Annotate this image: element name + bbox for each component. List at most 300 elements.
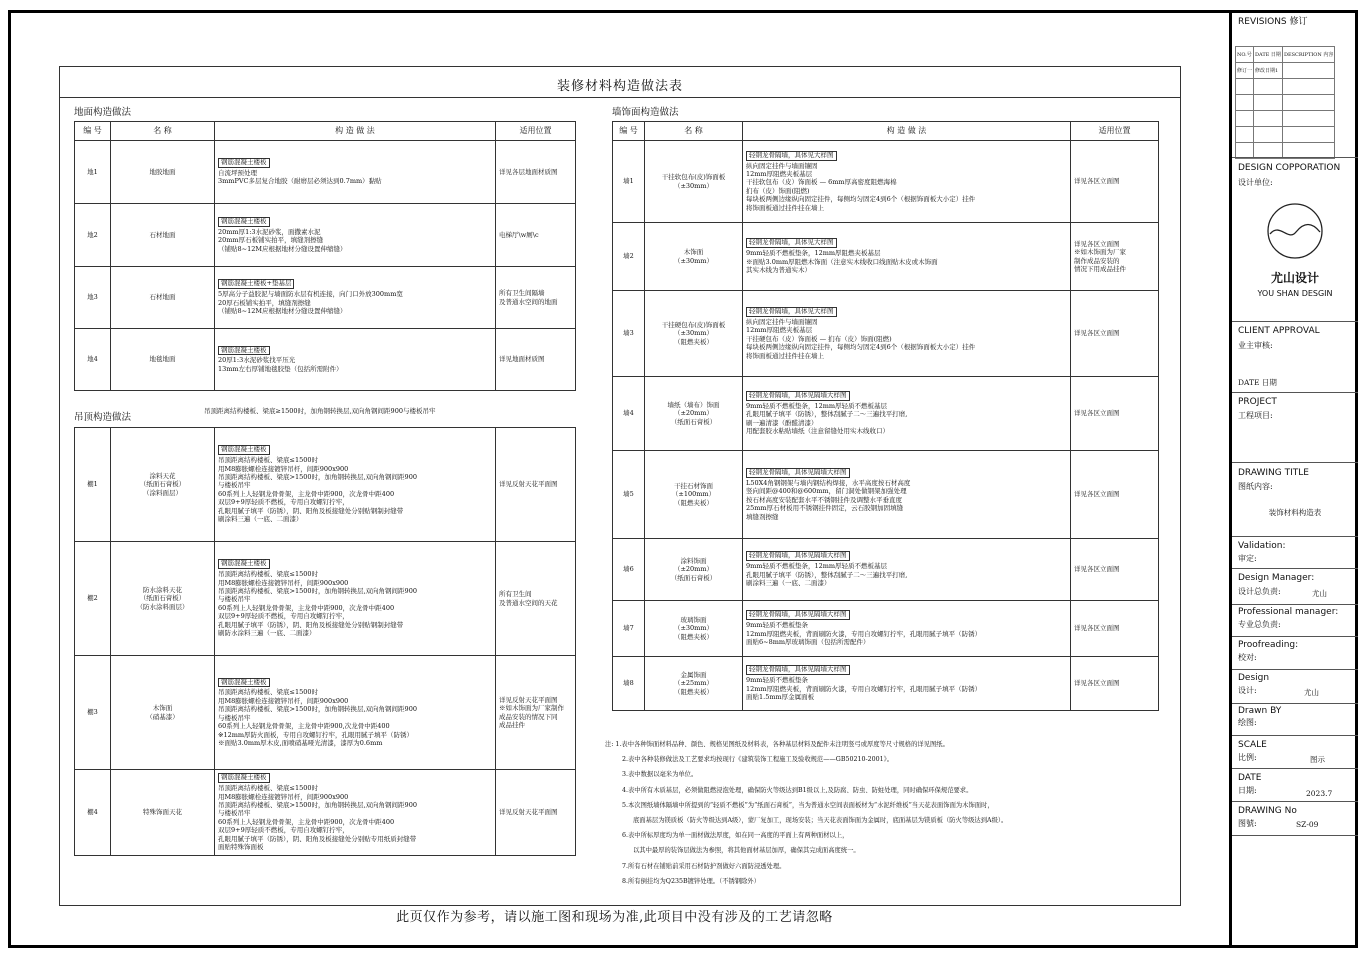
floor-header-0: 编 号: [75, 122, 111, 141]
wall-name-cell: [645, 539, 743, 601]
floor-header-1: 名 称: [111, 122, 215, 141]
wall-code-cell: 墙8: [613, 657, 645, 711]
ceiling-method-line: 刷防水涂料三遍（一底、二面漆）: [218, 629, 316, 638]
ceiling-method-line: 用M8膨胀螺栓连接镀锌吊杆，间距900x900: [218, 464, 349, 473]
ceiling-name-line: （纸面石膏板）: [139, 594, 186, 603]
wall-base-label: 轻钢龙骨隔墙，具体见大样图: [746, 151, 837, 161]
wall-method-line: 9mm轻质不燃板垫条，12mm厚轻质不燃板基层: [746, 402, 888, 411]
wall-method-cell: [743, 223, 1071, 291]
wall-method-line: 扪布（皮）饰面(阻燃): [746, 186, 810, 195]
wall-method-line: ※面贴3.0mm厚阻燃木饰面（注意实木线收口线面贴木皮或木饰面: [746, 257, 938, 266]
ceiling-method-line: 60系列上人轻钢龙骨骨架，主龙骨中距900，次龙骨中距400: [218, 603, 395, 612]
wall-name-line: 金属饰面: [680, 670, 707, 679]
wall-use-line: 情况下用成品挂件: [1074, 264, 1126, 273]
wall-use-cell: [1071, 291, 1159, 377]
wall-name-line: 涂料饰面: [680, 556, 707, 565]
ceiling-method-line: 孔眼用腻子填平（防锈），阴、阳角及板接缝处分别贴专用纸质封缝带: [218, 834, 417, 843]
ceiling-method-line: 与楼板吊牢: [218, 595, 251, 604]
floor-method-line: 20厚1:3水泥砂浆找平压光: [218, 356, 296, 365]
logo-text-en: YOU SHAN DESGIN: [1257, 289, 1333, 298]
ceiling-method-line: 吊顶距离结构楼板、梁底≤1500时: [218, 784, 318, 793]
divider: [1232, 801, 1358, 802]
ceiling-row: [75, 542, 576, 656]
wall-method-line: 按石材高度安装配套水平不锈钢挂件及调整水平垂直度: [746, 495, 902, 504]
design-manager-en: Design Manager:: [1238, 573, 1315, 583]
ceiling-method-cell: [215, 656, 496, 770]
floor-name-cell: [111, 204, 215, 267]
ceiling-table: [74, 427, 576, 856]
divider: [1232, 669, 1358, 670]
date-value: 2023.7: [1306, 789, 1333, 798]
wall-name-cell: [645, 657, 743, 711]
ceiling-name-line: 涂料天花: [149, 471, 176, 480]
wall-method-cell: [743, 539, 1071, 601]
wall-name-line: （阻燃夹板）: [674, 498, 713, 507]
wall-method-line: 刷涂料三遍（一底、二面漆）: [746, 579, 831, 588]
wall-row: [613, 601, 1159, 657]
wall-name-line: 墙纸（墙布）饰面: [667, 400, 720, 409]
wall-method-line: 每块板两侧边缘纵向固定挂件，每侧均匀固定4到6个（根据饰面板大小定）挂件: [746, 343, 976, 352]
wall-method-line: 25mm厚石材板用不锈钢挂件固定，云石胶钢加固填缝: [746, 504, 904, 513]
rev-header-no: NO.号: [1236, 47, 1254, 63]
floor-use-line: 及普通水空间的地面: [499, 297, 558, 306]
wall-name-line: （阻燃夹板）: [674, 632, 713, 641]
wall-method-cell: [743, 377, 1071, 451]
date-cn: 日期:: [1238, 786, 1257, 795]
divider: [1232, 392, 1358, 393]
note-line: 8.所有倒挂均为Q235B镀锌处理。（不锈钢除外）: [622, 877, 761, 885]
wall-section-title: 墙饰面构造做法: [612, 107, 679, 118]
drawing-no-value: SZ-09: [1296, 820, 1319, 829]
rev-cell: [1254, 79, 1283, 95]
drawn-by-cn: 绘图:: [1238, 718, 1257, 727]
note-line: 6.表中所标厚度均为单一面材做法厚度，如在同一高度的平面上有两种面材以上，: [622, 832, 849, 840]
client-approval-cn: 业主审核:: [1238, 341, 1273, 350]
wall-use-line: 详见各区立面图: [1074, 679, 1120, 688]
ceiling-name-line: （硝基漆）: [146, 712, 179, 721]
ceiling-name-line: 防水涂料天花: [143, 585, 182, 594]
wall-use-line: 详见各区立面图: [1074, 177, 1120, 186]
divider: [1232, 835, 1358, 836]
ceiling-use-line: 成品挂件: [499, 720, 525, 729]
wall-base-label: 轻钢龙骨隔墙，具体见隔墙大样图: [746, 665, 850, 675]
floor-base-label: 钢筋混凝土楼板: [218, 217, 270, 227]
wall-method-line: 9mm轻质不燃板垫条: [746, 676, 808, 685]
wall-name-line: 玻璃饰面: [680, 615, 707, 624]
proofreading-cn: 校对:: [1238, 653, 1257, 662]
ceiling-method-line: 60系列上人轻钢龙骨骨架，主龙骨中距900，次龙骨中距400: [218, 817, 395, 826]
wall-name-line: （阻燃夹板）: [674, 687, 713, 696]
floor-method-line: 3mmPVC多层复合地胶（耐磨层必须达到0.7mm）黏贴: [218, 177, 382, 186]
ceiling-use-line: 所有卫生间: [499, 590, 532, 599]
wall-method-line: 用配套胶水粘贴墙纸（注意留缝处用实木线收口）: [746, 427, 889, 436]
wall-method-line: 孔眼用腻子填平（防锈），整体刮腻子二～三遍找平打磨,: [746, 410, 908, 419]
ceiling-name-cell: [111, 656, 215, 770]
drawing-title-value: 装饰材料构造表: [1268, 508, 1322, 517]
floor-code-cell: 地3: [75, 267, 111, 329]
wall-method-line: 其实木线为普通实木）: [746, 266, 811, 275]
ceiling-method-line: 用M8膨胀螺栓连接镀锌吊杆，间距900x900: [218, 578, 349, 587]
ceiling-method-line: 与楼板吊牢: [218, 809, 251, 818]
ceiling-code-cell: 棚2: [75, 542, 111, 656]
ceiling-method-cell: [215, 770, 496, 856]
wall-use-line: 详见各区立面图: [1074, 490, 1120, 499]
floor-row: [75, 204, 576, 267]
ceiling-method-line: 60系列上人轻钢龙骨骨架，主龙骨中距900，次龙骨中距400: [218, 489, 395, 498]
wall-name-line: （纸面石膏板）: [670, 573, 717, 582]
floor-use-cell: [496, 204, 576, 267]
ceiling-name-line: 木饰面: [152, 704, 173, 713]
wall-method-line: 干挂软包布（皮）饰面板 — 6mm厚高密度阻燃海棉: [746, 178, 897, 187]
validation-cn: 审定:: [1238, 554, 1257, 563]
wall-name-line: 干挂硬包布(皮)饰面板: [661, 320, 726, 329]
wall-name-line: 木饰面: [683, 248, 704, 257]
divider: [1232, 462, 1358, 463]
wall-use-cell: [1071, 451, 1159, 539]
floor-use-line: 电梯厅\w厕\c: [499, 230, 539, 239]
wall-code-cell: 墙2: [613, 223, 645, 291]
wall-use-cell: [1071, 539, 1159, 601]
wall-method-line: 将饰面板通过挂件挂在墙上: [746, 351, 824, 360]
ceiling-name-cell: [111, 542, 215, 656]
floor-table: [74, 121, 576, 391]
wall-method-line: 孔眼用腻子填平（防锈），整体刮腻子二～三遍找平打磨,: [746, 570, 908, 579]
wall-name-line: 干挂石材饰面: [674, 481, 713, 490]
wall-use-line: 制作成品安装的: [1074, 256, 1120, 265]
wall-row: [613, 657, 1159, 711]
wall-method-line: 面贴6~8mm厚玻璃饰面（包括所需配件）: [746, 638, 870, 647]
ceiling-code-cell: 棚3: [75, 656, 111, 770]
wall-base-label: 轻钢龙骨隔墙，具体见隔墙大样图: [746, 468, 850, 478]
rev-cell: [1282, 79, 1334, 95]
floor-row: [75, 329, 576, 391]
note-line: 7.所有石材在铺贴前采用石材防护剂做好六面防浸透处理。: [622, 862, 786, 870]
floor-use-line: 所有卫生间隔墙: [499, 289, 545, 298]
wall-code-cell: 墙6: [613, 539, 645, 601]
wall-name-line: （±30mm）: [673, 624, 714, 633]
rev-cell: [1254, 127, 1283, 143]
ceiling-method-line: 用M8膨胀螺栓连接镀锌吊杆，间距900x900: [218, 792, 349, 801]
wall-use-line: 详见各区立面图: [1074, 565, 1120, 574]
wall-row: [613, 141, 1159, 223]
floor-header-3: 适用位置: [496, 122, 576, 141]
ceiling-use-cell: [496, 428, 576, 542]
divider: [1232, 768, 1358, 769]
design-manager-cn: 设计总负责:: [1238, 587, 1281, 596]
floor-code-cell: 地2: [75, 204, 111, 267]
ceiling-use-line: 详见反射天花平面图: [499, 808, 558, 817]
date-en: DATE: [1238, 773, 1262, 783]
wall-code-cell: 墙7: [613, 601, 645, 657]
floor-name-cell: [111, 141, 215, 204]
ceiling-method-line: 60系列上人轻钢龙骨骨架，主龙骨中距900,次龙骨中距400: [218, 722, 390, 731]
divider: [1232, 536, 1358, 537]
floor-code-cell: 地4: [75, 329, 111, 391]
wall-name-line: （±30mm）: [673, 181, 714, 190]
wall-code-cell: 墙1: [613, 141, 645, 223]
ceiling-name-line: （防水涂料面层）: [136, 602, 189, 611]
divider: [1232, 157, 1358, 158]
ceiling-use-line: ※如木饰面为厂家制作: [499, 704, 564, 713]
wall-name-line: 干挂软包布(皮)饰面板: [661, 173, 726, 182]
floor-method-line: 自流坪预处理: [218, 168, 257, 177]
bottom-disclaimer: 此页仅作为参考，请以施工图和现场为准,此项目中没有涉及的工艺请忽略: [396, 910, 833, 925]
ceiling-use-line: 详见反射天花平面图: [499, 480, 558, 489]
wall-method-line: 干挂硬包布（皮）饰面板 — 扪布（皮）饰面(阻燃): [746, 334, 892, 343]
floor-use-cell: [496, 267, 576, 329]
rev-cell: [1236, 79, 1254, 95]
ceiling-method-line: 面贴特殊饰面板: [218, 843, 264, 852]
wall-method-line: 12mm厚阻燃夹板基层: [746, 170, 813, 179]
floor-method-cell: [215, 267, 496, 329]
note-line: 4.表中所有木质基层，必须做阻燃浸泡处理，确保防火等级达到B1级以上,及防腐、防虫、防蛀处理，同时确保环保规范要求。: [622, 786, 973, 794]
validation-en: Validation:: [1238, 541, 1286, 551]
rev-cell: [1282, 95, 1334, 111]
revisions-label: REVISIONS 修订: [1238, 17, 1308, 27]
wall-row: [613, 223, 1159, 291]
ceiling-method-line: 吊顶距离结构楼板、梁底≤1500时: [218, 688, 318, 697]
floor-method-line: 20厚石板铺实拍平，填缝剂擦缝: [218, 298, 311, 307]
scale-value: 图示: [1310, 755, 1325, 764]
wall-row: [613, 539, 1159, 601]
floor-base-label: 钢筋混凝土楼板: [218, 346, 270, 356]
ceiling-method-line: 刷涂料三遍（一底、二面漆）: [218, 515, 303, 524]
wall-header-2: 构 造 做 法: [743, 122, 1071, 141]
floor-method-cell: [215, 329, 496, 391]
floor-base-label: 钢筋混凝土楼板: [218, 158, 270, 168]
wall-method-cell: [743, 657, 1071, 711]
professional-manager-cn: 专业总负责:: [1238, 620, 1281, 629]
ceiling-row: [75, 770, 576, 856]
note-line: 2.表中各种装修做法及工艺要求均按现行《建筑装饰工程施工及验收规范——GB50210-2001》。: [622, 756, 894, 764]
design-cn: 设计:: [1238, 686, 1257, 695]
client-approval-en: CLIENT APPROVAL: [1238, 326, 1320, 336]
ceiling-method-line: 与楼板吊牢: [218, 481, 251, 490]
design-value: 尤山: [1304, 688, 1319, 697]
ceiling-method-line: 双层9+9厚轻质不燃板，专用自攻螺钉拧牢，: [218, 612, 349, 621]
floor-name-cell: [111, 329, 215, 391]
rev-header-date: DATE 日期: [1254, 47, 1283, 63]
design-company-en: DESIGN COPPORATION: [1238, 163, 1341, 173]
floor-code-cell: 地1: [75, 141, 111, 204]
proofreading-en: Proofreading:: [1238, 640, 1299, 650]
wall-name-line: （±30mm）: [673, 256, 714, 265]
ceiling-method-line: 吊顶距离结构楼板、梁底>1500时，加角钢转换层,双向角钢间距900: [218, 705, 417, 714]
ceiling-use-cell: [496, 656, 576, 770]
wall-method-line: 12mm厚阻燃夹板基层: [746, 326, 813, 335]
wall-code-cell: 墙3: [613, 291, 645, 377]
ceiling-method-line: 双层9+9厚轻质不燃板，专用自攻螺钉拧牢，: [218, 826, 349, 835]
floor-use-line: 详见地面材质图: [499, 355, 545, 364]
wall-base-label: 轻钢龙骨隔墙，具体见大样图: [746, 238, 837, 248]
wall-use-line: ※如木饰面为厂家: [1074, 248, 1126, 257]
divider: [1232, 636, 1358, 637]
ceiling-use-line: 及普通水空间的天花: [499, 598, 558, 607]
ceiling-use-line: 详见反射天花平面图: [499, 695, 558, 704]
ceiling-method-line: 双层9+9厚轻质不燃板，专用自攻螺钉拧牢，: [218, 498, 349, 507]
ceiling-base-label: 钢筋混凝土楼板: [218, 559, 270, 569]
divider: [1232, 735, 1358, 736]
note-line: 以其中最厚的装饰层做法为参照，将其他面材基层加厚，确保其完成面高度统一。: [633, 847, 860, 855]
wall-method-line: 面贴1.5mm厚金属面板: [746, 693, 815, 702]
rev-cell: [1282, 63, 1334, 79]
rev-cell: [1236, 111, 1254, 127]
floor-method-line: 20mm厚石板铺实拍平，填缝剂擦缝: [218, 236, 324, 245]
ceiling-method-line: 孔眼用腻子填平（防锈），阴、阳角及板接缝处分别贴钢制封缝带: [218, 506, 404, 515]
materials-sheet: [59, 66, 1181, 906]
title-block: [1229, 10, 1358, 948]
floor-method-line: （铺贴8~12M应根据地材分缝设置伸缩缝）: [218, 244, 347, 253]
ceiling-section-title: 吊顶构造做法: [74, 412, 132, 423]
wall-code-cell: 墙5: [613, 451, 645, 539]
divider: [1232, 703, 1358, 704]
drawn-by-en: Drawn BY: [1238, 706, 1282, 716]
scale-en: SCALE: [1238, 740, 1267, 750]
note-line: 5.本次图纸墙体隔墙中所提到的“轻质不燃板”为“纸面石膏板”，当为普通水空间表面板材为“水泥纤维板”当天花表面饰面为木饰面时，: [622, 801, 994, 809]
floor-method-cell: [215, 204, 496, 267]
ceiling-use-cell: [496, 542, 576, 656]
rev-cell: [1282, 127, 1334, 143]
wall-base-label: 轻钢龙骨隔墙，具体见隔墙大样图: [746, 391, 850, 401]
ceiling-method-line: 孔眼用腻子填平（防锈），阴、阳角及板接缝处分别贴钢制封缝带: [218, 620, 404, 629]
ceiling-name-line: （纸面石膏板）: [139, 480, 186, 489]
wall-method-line: 纵向固定挂件与墙面镶固: [746, 317, 818, 326]
wall-method-line: 9mm轻质不燃板垫条，12mm厚阻燃夹板基层: [746, 249, 881, 258]
wall-method-line: 纵向固定挂件与墙面镶固: [746, 161, 818, 170]
ceiling-base-label: 钢筋混凝土楼板: [218, 773, 270, 783]
wall-use-cell: [1071, 601, 1159, 657]
rev-cell: [1254, 95, 1283, 111]
ceiling-method-cell: [215, 542, 496, 656]
ceiling-name-cell: [111, 428, 215, 542]
rev-header-row: [1236, 47, 1335, 63]
wall-name-cell: [645, 223, 743, 291]
wall-name-cell: [645, 291, 743, 377]
revisions-table: [1235, 46, 1335, 159]
wall-name-cell: [645, 601, 743, 657]
wall-header-3: 适用位置: [1071, 122, 1159, 141]
wall-method-line: 填缝剂擦缝: [746, 512, 779, 521]
floor-base-label: 钢筋混凝土楼板+垫基层: [218, 279, 294, 289]
drawing-no-en: DRAWING No: [1238, 806, 1297, 816]
wall-name-line: （±30mm）: [673, 329, 714, 338]
design-company-cn: 设计单位:: [1238, 178, 1273, 187]
note-line: 3.表中数据以毫米为单位。: [622, 771, 698, 779]
wall-method-line: 竖向间距@400和@600mm，留门洞处做钢架加强处理: [746, 487, 907, 496]
floor-use-cell: [496, 329, 576, 391]
ceiling-name-cell: [111, 770, 215, 856]
note-line: 底面基层为镁质板（防火等级达到A级），蒙厂复加工，现场安装；当天花表面饰面为金属时，底面基层为镁质板（防火等级达到A级）。: [633, 817, 1008, 825]
floor-header-2: 构 造 做 法: [215, 122, 496, 141]
title-divider: [60, 97, 1180, 98]
ceiling-method-line: 吊顶距离结构楼板、梁底≤1500时: [218, 570, 318, 579]
wall-row: [613, 291, 1159, 377]
floor-method-line: 13mm左右厚铺地毯胶垫（包括所需附件）: [218, 364, 343, 373]
rev-cell: 修改日期1: [1254, 63, 1283, 79]
floor-name-line: 地毯地面: [149, 355, 176, 364]
wall-use-line: 详见各区立面图: [1074, 329, 1120, 338]
wall-method-line: 将饰面板通过挂件挂在墙上: [746, 203, 824, 212]
wall-name-line: （阻燃夹板）: [674, 337, 713, 346]
wall-use-line: 详见各区立面图: [1074, 409, 1120, 418]
ceiling-code-cell: 棚4: [75, 770, 111, 856]
wall-method-cell: [743, 291, 1071, 377]
rev-row: [1236, 63, 1335, 79]
wall-use-line: 详见各区立面图: [1074, 624, 1120, 633]
ceiling-use-cell: [496, 770, 576, 856]
ceiling-base-label: 钢筋混凝土楼板: [218, 445, 270, 455]
wall-method-line: 12mm厚阻燃夹板，背面刷防火漆，专用自攻螺钉拧牢，孔眼用腻子填平（防锈）: [746, 629, 982, 638]
wall-name-line: （±20mm）: [673, 409, 714, 418]
ceiling-code-cell: 棚1: [75, 428, 111, 542]
rev-cell: [1282, 111, 1334, 127]
wall-header-1: 名 称: [645, 122, 743, 141]
rev-cell: 修订一: [1236, 63, 1254, 79]
drawing-title-en: DRAWING TITLE: [1238, 468, 1309, 478]
wall-use-line: 详见各区立面图: [1074, 239, 1120, 248]
sheet-title: 装修材料构造做法表: [556, 79, 683, 94]
project-cn: 工程项目:: [1238, 411, 1273, 420]
divider: [1232, 321, 1358, 322]
wall-base-label: 轻钢龙骨隔墙，具体见隔墙大样图: [746, 610, 850, 620]
floor-name-cell: [111, 267, 215, 329]
wall-name-line: （±100mm）: [671, 490, 716, 499]
wall-method-cell: [743, 141, 1071, 223]
wall-base-label: 轻钢龙骨隔墙，具体见大样图: [746, 307, 837, 317]
ceiling-method-line: 与楼板吊牢: [218, 713, 251, 722]
divider: [1232, 568, 1358, 569]
divider: [1232, 604, 1358, 605]
design-manager-value: 尤山: [1312, 589, 1327, 598]
floor-use-line: 详见各层地面材质图: [499, 167, 558, 176]
ceiling-method-line: 吊顶距离结构楼板、梁底≤1500时: [218, 456, 318, 465]
ceiling-method-line: 吊顶距离结构楼板、梁底>1500时，加角钢转换层,双向角钢间距900: [218, 801, 417, 810]
wall-name-line: （±20mm）: [673, 565, 714, 574]
rev-header-desc: DESCRIPTION 内容: [1282, 47, 1334, 63]
floor-use-cell: [496, 141, 576, 204]
ceiling-method-line: ※12mm厚防火面板，专用自攻螺钉拧牢，孔眼用腻子填平（防锈）: [218, 730, 414, 739]
client-date: DATE 日期: [1238, 378, 1277, 387]
ceiling-name-line: 特殊饰面天花: [143, 808, 182, 817]
floor-method-cell: [215, 141, 496, 204]
wall-table: [612, 121, 1159, 711]
ceiling-note: 吊顶距离结构楼板、梁底≥1500时，加角钢转换层,双向角钢间距900与楼板吊牢: [204, 407, 436, 415]
project-en: PROJECT: [1238, 397, 1277, 407]
wall-use-cell: [1071, 223, 1159, 291]
ceiling-method-cell: [215, 428, 496, 542]
wall-name-line: （±25mm）: [673, 679, 714, 688]
scale-cn: 比例:: [1238, 753, 1257, 762]
wall-method-cell: [743, 451, 1071, 539]
ceiling-name-line: （涂料面层）: [143, 488, 182, 497]
wall-row: [613, 377, 1159, 451]
notes-block: [605, 737, 1175, 889]
rev-cell: [1254, 111, 1283, 127]
wall-name-cell: [645, 141, 743, 223]
floor-name-line: 地胶地面: [149, 167, 176, 176]
wall-row: [613, 451, 1159, 539]
floor-name-line: 石材地面: [149, 230, 176, 239]
floor-method-line: 20mm厚1:3水泥砂浆，面撒素水泥: [218, 227, 321, 236]
ceiling-row: [75, 428, 576, 542]
floor-method-line: 5厚高分子益胶泥与墙面防水层有机连接，向门口外放300mm宽: [218, 290, 403, 299]
wall-header-0: 编 号: [613, 122, 645, 141]
rev-cell: [1236, 95, 1254, 111]
logo-icon: [1266, 202, 1324, 260]
wall-use-cell: [1071, 377, 1159, 451]
floor-method-line: （铺贴8~12M应根据地材分缝设置伸缩缝）: [218, 307, 347, 316]
wall-name-cell: [645, 377, 743, 451]
